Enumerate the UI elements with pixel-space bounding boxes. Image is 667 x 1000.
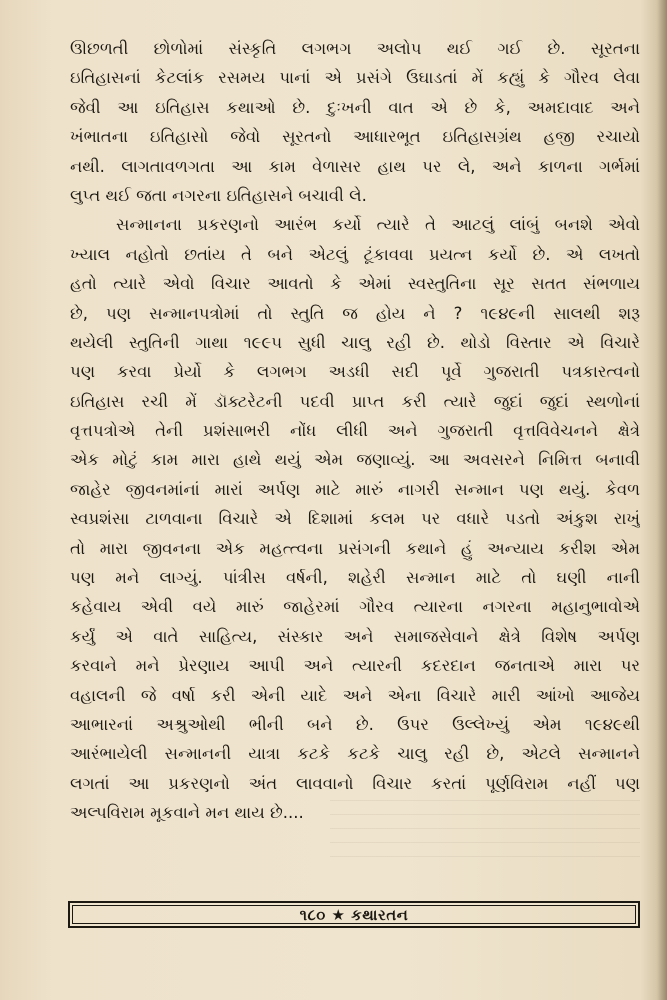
text-line: નથી. લાગતાવળગતા આ કામ વેળાસર હાથ પર લે, અને કાળના ગર્ભમાં: [70, 156, 640, 176]
text-line: ઊછળતી છોળોમાં સંસ્કૃતિ લગભગ અલોપ થઈ ગઈ છે. સૂરતના: [70, 39, 640, 58]
text-line: પણ કરવા પ્રેર્યો કે લગભગ અડધી સદી પૂર્વે ગુજરાતી પત્રકારત્વનો: [70, 362, 640, 382]
text-line: વૃત્તપત્રોએ તેની પ્રશંસાભરી નોંધ લીધી અને ગુજરાતી વૃત્તવિવેચનને ક્ષેત્રે: [70, 421, 640, 441]
text-line: હતો ત્યારે એવો વિચાર આવતો કે એમાં સ્વસ્તુતિના સૂર સતત સંભળાય: [70, 274, 640, 294]
footer-page-number-and-title: ૧૮૦ ★ કથારતન: [299, 905, 409, 924]
text-line: ખ્યાલ નહોતો છતાંય તે બને એટલું ટૂંકાવવા પ્રયત્ન કર્યો છે. એ લખતો: [70, 244, 640, 264]
text-line: ઇતિહાસ રચી મેં ડૉક્ટરેટની પદવી પ્રાપ્ત કરી ત્યારે જુદાં જુદાં સ્થળોનાં: [70, 391, 640, 411]
spine-shadow: [657, 0, 667, 1000]
paragraph-start-line: સન્માનના પ્રકરણનો આરંભ કર્યો ત્યારે તે આટલું લાંબું બનશે એવો: [116, 215, 640, 235]
page-footer: [68, 901, 640, 928]
text-line: લગતાં આ પ્રકરણનો અંત લાવવાનો વિચાર કરતાં પૂર્ણવિરામ નહીં પણ: [70, 773, 640, 793]
text-line: છે, પણ સન્માનપત્રોમાં તો સ્તુતિ જ હોય ને ? ૧૯૪૯ની સાલથી શરૂ: [70, 303, 640, 323]
text-line: ઇતિહાસનાં કેટલાંક રસમય પાનાં એ પ્રસંગે ઉઘાડતાં મેં કહ્યું કે ગૌરવ લેવા: [70, 68, 640, 88]
paragraph-end-line: લુપ્ત થઈ જતા નગરના ઇતિહાસને બચાવી લે.: [70, 185, 367, 205]
text-line: જાહેર જીવનમાંનાં મારાં અર્પણ માટે મારું નાગરી સન્માન પણ થયું. કેવળ: [70, 479, 640, 499]
text-line: તો મારા જીવનના એક મહત્ત્વના પ્રસંગની કથાને હું અન્યાય કરીશ એમ: [70, 538, 640, 558]
text-line: થયેલી સ્તુતિની ગાથા ૧૯૯૫ સુધી ચાલુ રહી છે. થોડો વિસ્તાર એ વિચારે: [70, 332, 640, 352]
text-line: કહેવાય એવી વયે મારું જાહેરમાં ગૌરવ ત્યારના નગરના મહાનુભાવોએ: [70, 597, 640, 617]
text-line: સ્વપ્રશંસા ટાળવાના વિચારે એ દિશામાં કલમ પર વધારે પડતો અંકુશ રાખું: [70, 509, 640, 529]
text-line: એક મોટું કામ મારા હાથે થયું એમ જણાવ્યું. આ અવસરને નિમિત્ત બનાવી: [70, 450, 640, 470]
body-text: [70, 34, 640, 828]
text-line: જેવી આ ઇતિહાસ કથાઓ છે. દુઃખની વાત એ છે કે, અમદાવાદ અને: [70, 97, 640, 117]
text-line: આભારનાં અશ્રુઓથી ભીની બને છે. ઉપર ઉલ્લેખ્યું એમ ૧૯૪૯થી: [70, 714, 640, 734]
text-line: ખંભાતના ઇતિહાસો જેવો સૂરતનો આધારભૂત ઇતિહાસગ્રંથ હજી રચાયો: [70, 127, 640, 147]
text-line: કર્યું એ વાતે સાહિત્ય, સંસ્કાર અને સમાજસેવાને ક્ષેત્રે વિશેષ અર્પણ: [70, 626, 640, 646]
text-line: વહાલની જે વર્ષા કરી એની યાદે અને એના વિચારે મારી આંખો આજેય: [70, 685, 640, 705]
text-line: આરંભાયેલી સન્માનની યાત્રા કટકે કટકે ચાલુ રહી છે, એટલે સન્માનને: [70, 744, 640, 764]
text-line: પણ મને લાગ્યું. પાંત્રીસ વર્ષની, શહેરી સન્માન માટે તો ઘણી નાની: [70, 568, 640, 588]
text-line: કરવાને મને પ્રેરણાય આપી અને ત્યારની કદરદાન જનતાએ મારા પર: [70, 656, 640, 676]
paragraph-end-line: અલ્પવિરામ મૂકવાને મન થાય છે....: [70, 803, 304, 823]
